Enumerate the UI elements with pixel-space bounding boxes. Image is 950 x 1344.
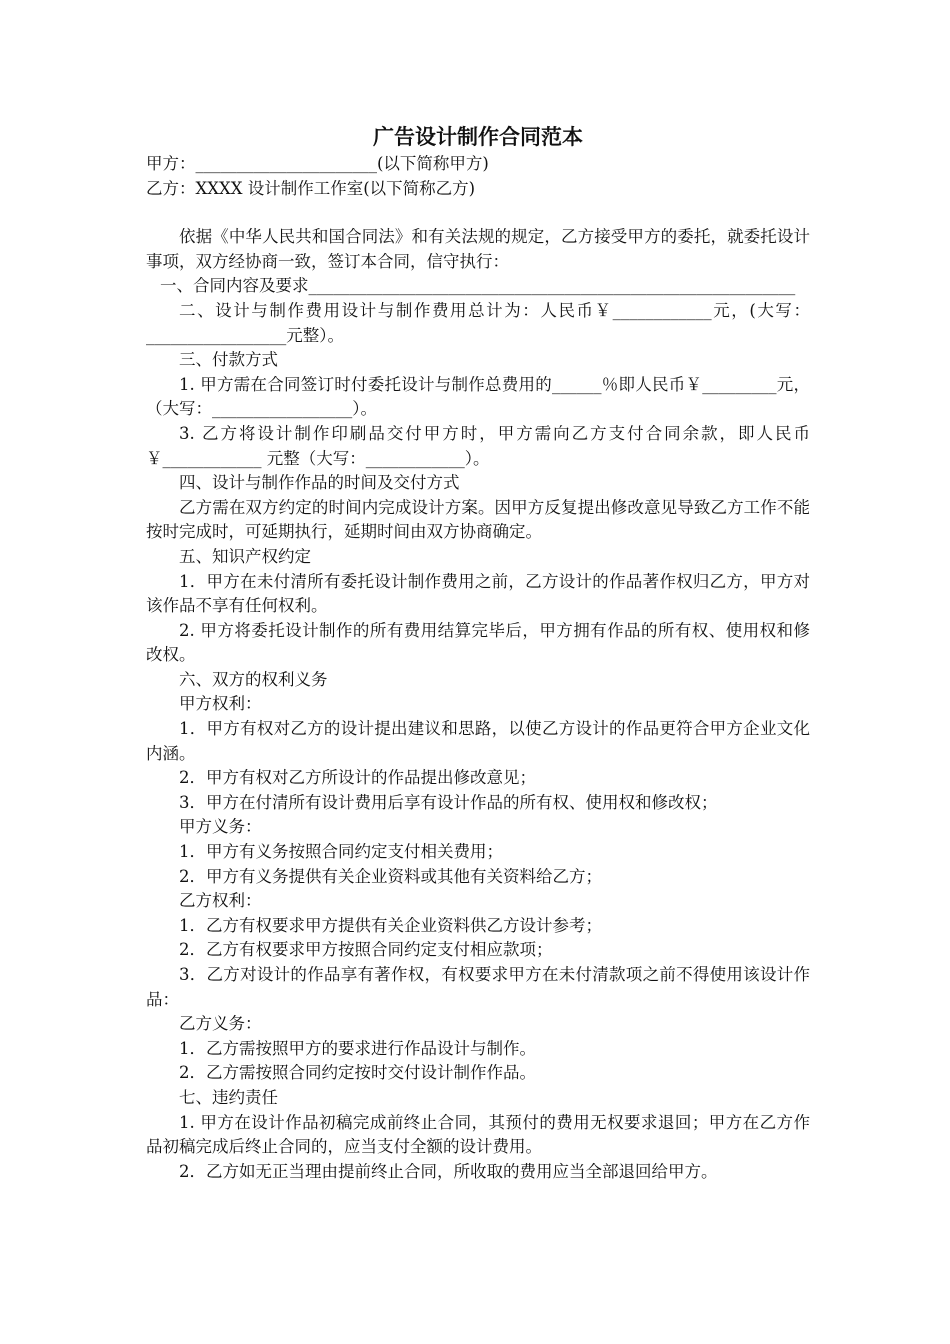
section-1-content-requirements: 一、合同内容及要求___________________________________________________________	[160, 276, 796, 296]
party-b-duties-2: 2．乙方需按照合同约定按时交付设计制作作品。	[179, 1063, 536, 1083]
section-5-title: 五、知识产权约定	[179, 546, 311, 566]
party-b-rights-1: 1．乙方有权要求甲方提供有关企业资料供乙方设计参考；	[179, 915, 602, 935]
party-b-duties-title: 乙方义务：	[179, 1014, 262, 1034]
party-a-line: 甲方：______________________(以下简称甲方)	[146, 154, 489, 173]
section-6-title: 六、双方的权利义务	[179, 669, 328, 689]
section-5-item-1: 1．甲方在未付清所有委托设计制作费用之前，乙方设计的作品著作权归乙方，甲方对该作品不享有任何权利。	[146, 571, 810, 616]
intro-paragraph: 依据《中华人民共和国合同法》和有关法规的规定，乙方接受甲方的委托，就委托设计事项，双方经协商一致，签订本合同，信守执行：	[146, 227, 810, 271]
section-7-item-1: 1. 甲方在设计作品初稿完成前终止合同，其预付的费用无权要求退回；甲方在乙方作品初稿完成后终止合同的，应当支付全额的设计费用。	[146, 1112, 810, 1157]
section-7-title: 七、违约责任	[179, 1087, 278, 1107]
document-page	[146, 120, 810, 1184]
section-3-item-3: 3. 乙方将设计制作印刷品交付甲方时，甲方需向乙方支付合同余款，即人民币￥____________ 元整（大写：____________）。	[146, 423, 810, 468]
section-3-item-1: 1. 甲方需在合同签订时付委托设计与制作总费用的______％即人民币￥_________元，（大写：_________________）。	[146, 374, 810, 419]
section-4-body: 乙方需在双方约定的时间内完成设计方案。因甲方反复提出修改意见导致乙方工作不能按时完成时，可延期执行，延期时间由双方协商确定。	[146, 497, 810, 542]
blank-line	[146, 201, 810, 225]
party-b-rights-title: 乙方权利：	[179, 891, 262, 911]
party-a-rights-title: 甲方权利：	[179, 694, 262, 714]
section-3-title: 三、付款方式	[179, 350, 278, 370]
party-b-rights-2: 2．乙方有权要求甲方按照合同约定支付相应款项；	[179, 940, 553, 960]
party-b-duties-1: 1．乙方需按照甲方的要求进行作品设计与制作。	[179, 1038, 536, 1058]
party-a-duties-1: 1．甲方有义务按照合同约定支付相关费用；	[179, 842, 503, 862]
party-b-rights-3: 3．乙方对设计的作品享有著作权，有权要求甲方在未付清款项之前不得使用该设计作品：	[146, 965, 810, 1009]
section-7-item-2: 2．乙方如无正当理由提前终止合同，所收取的费用应当全部退回给甲方。	[179, 1161, 718, 1181]
section-5-item-2: 2. 甲方将委托设计制作的所有费用结算完毕后，甲方拥有作品的所有权、使用权和修改权。	[146, 620, 810, 665]
party-a-rights-2: 2．甲方有权对乙方所设计的作品提出修改意见；	[179, 768, 536, 788]
party-a-duties-2: 2．甲方有义务提供有关企业资料或其他有关资料给乙方；	[179, 866, 602, 886]
section-4-title: 四、设计与制作作品的时间及交付方式	[179, 473, 460, 493]
party-a-rights-1: 1．甲方有权对乙方的设计提出建议和思路，以使乙方设计的作品更符合甲方企业文化内涵。	[146, 719, 810, 763]
party-b-line: 乙方：XXXX 设计制作工作室(以下简称乙方)	[146, 178, 476, 198]
party-a-duties-title: 甲方义务：	[179, 817, 262, 837]
section-2-fees: 二、设计与制作费用设计与制作费用总计为：人民币￥____________元，(大写：_________________元整）。	[146, 300, 810, 345]
document-title: 广告设计制作合同范本	[373, 124, 583, 149]
party-a-rights-3: 3．甲方在付清所有设计费用后享有设计作品的所有权、使用权和修改权；	[179, 792, 718, 812]
